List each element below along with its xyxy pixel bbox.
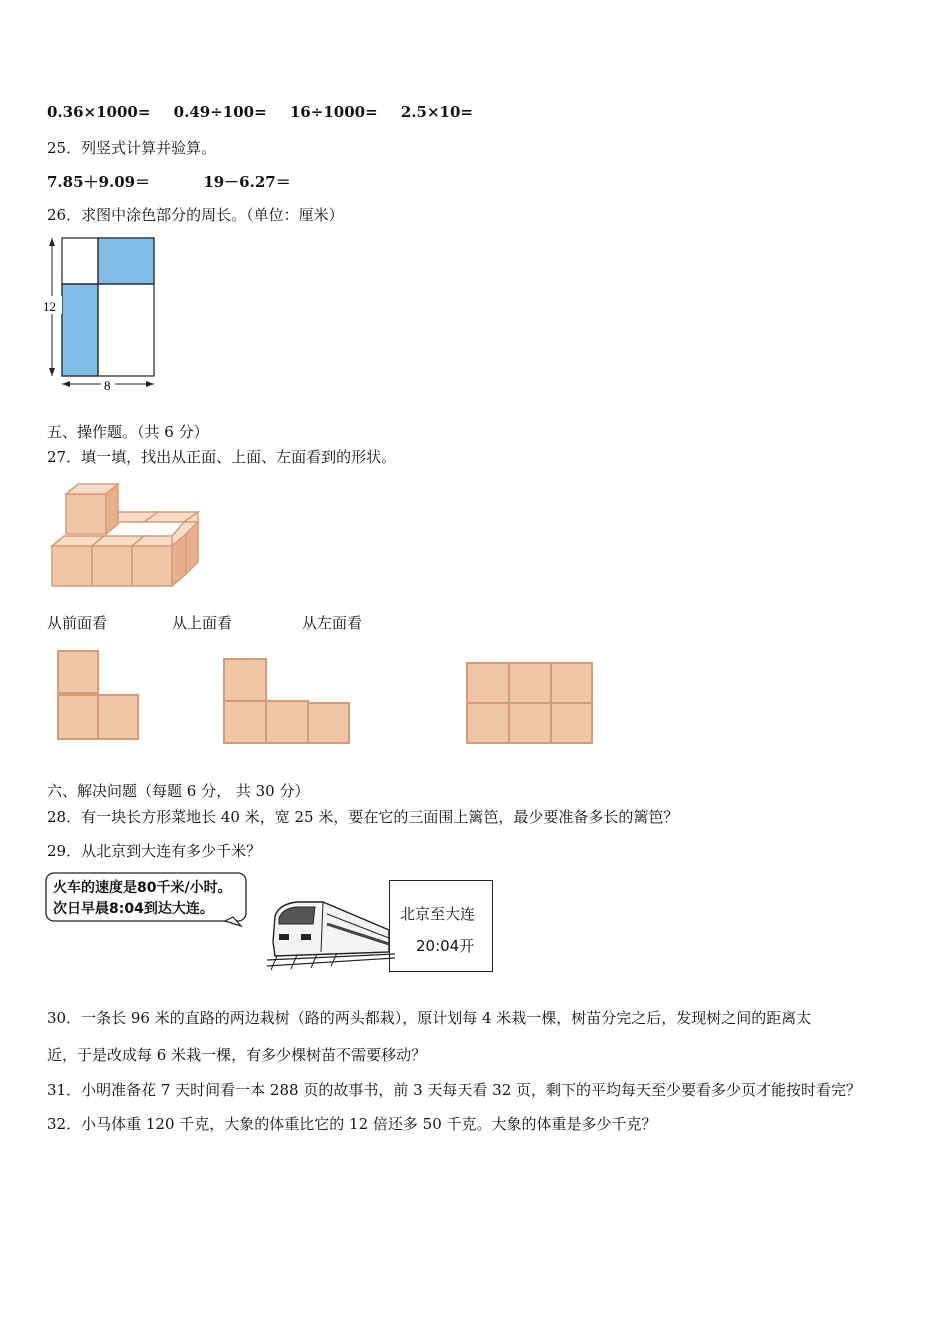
- section6-title: 六、解决问题（每题 6 分， 共 30 分）: [47, 782, 310, 800]
- cube: [66, 494, 106, 534]
- q27-title: 27．填一填，找出从正面、上面、左面看到的形状。: [47, 448, 397, 466]
- q25-title: 25．列竖式计算并验算。: [47, 139, 217, 157]
- q32-text: 32．小马体重 120 千克，大象的体重比它的 12 倍还多 50 千克。大象的体重是多少千克？: [47, 1115, 657, 1133]
- shaded-top-rect: [98, 238, 154, 284]
- train-icon: [267, 894, 397, 974]
- q25-expr-2: 19－6.27＝: [203, 173, 291, 191]
- expr-2: 0.49÷100=: [173, 103, 267, 121]
- train-illustration: [45, 872, 505, 978]
- view-label-top: 从上面看: [172, 614, 233, 632]
- height-label: 12: [43, 299, 56, 314]
- top-view-shape: [220, 656, 354, 746]
- expr-4: 2.5×10=: [400, 103, 473, 121]
- expr-1: 0.36×1000=: [47, 103, 151, 121]
- departure-sign: [389, 880, 493, 972]
- q30-line-1: 30．一条长 96 米的直路的两边栽树（路的两头都栽），原计划每 4 米栽一棵，树苗分完之后，发现树之间的距离太: [47, 1009, 812, 1027]
- bubble-line-1: 火车的速度是80千米/小时。: [53, 880, 232, 896]
- view-label-left: 从左面看: [302, 614, 363, 632]
- q25-expr-1: 7.85＋9.09＝: [47, 173, 151, 191]
- view-label-front: 从前面看: [47, 614, 108, 632]
- q31-text: 31．小明准备花 7 天时间看一本 288 页的故事书，前 3 天每天看 32 页，剩下的平均每天至少要看多少页才能按时看完？: [47, 1081, 862, 1099]
- q25-expressions: [47, 171, 291, 192]
- bubble-line-2: 次日早晨8:04到达大连。: [53, 901, 214, 917]
- section5-title: 五、操作题。（共 6 分）: [47, 423, 209, 441]
- front-view-shape: [55, 648, 145, 744]
- perimeter-figure: [40, 232, 170, 394]
- left-view-shape: [464, 660, 596, 746]
- sign-line-2: 20:04开: [416, 937, 475, 955]
- q24-expressions: [47, 103, 491, 121]
- q29-text: 29．从北京到大连有多少千米？: [47, 842, 262, 860]
- cube: [52, 546, 92, 586]
- width-label: 8: [104, 378, 111, 393]
- q28-text: 28．有一块长方形菜地长 40 米，宽 25 米，要在它的三面围上篱笆，最少要准备多长的篱笆？: [47, 808, 679, 826]
- shaded-left-rect: [62, 284, 98, 376]
- cube-stack-figure: [48, 478, 206, 592]
- q30-line-2: 近，于是改成每 6 米栽一棵，有多少棵树苗不需要移动？: [47, 1046, 427, 1064]
- cube: [132, 546, 172, 586]
- q26-title: 26．求图中涂色部分的周长。（单位：厘米）: [47, 206, 344, 224]
- expr-3: 16÷1000=: [289, 103, 378, 121]
- cube: [92, 546, 132, 586]
- sign-line-1: 北京至大连: [400, 905, 476, 923]
